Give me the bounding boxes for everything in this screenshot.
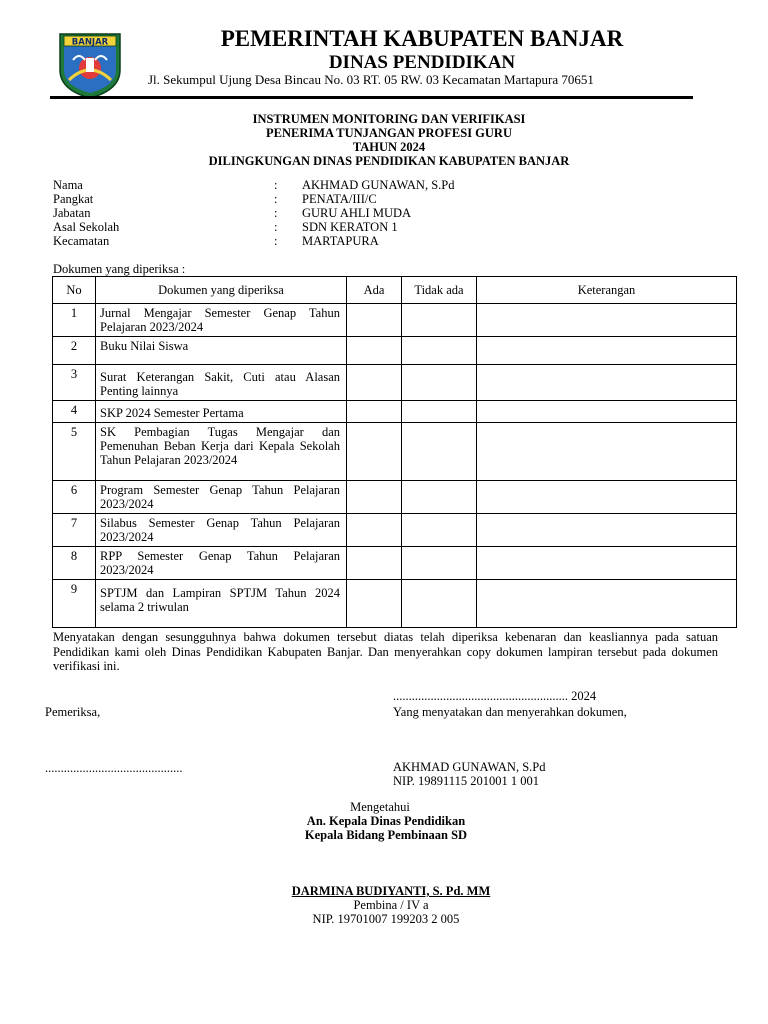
declarer-name: AKHMAD GUNAWAN, S.Pd bbox=[393, 760, 546, 774]
table-header-row bbox=[53, 277, 737, 304]
known-label: Mengetahui bbox=[350, 800, 410, 814]
row-tidak-ada-cell[interactable] bbox=[402, 580, 477, 628]
row-keterangan-cell[interactable] bbox=[477, 304, 737, 337]
row-document: Buku Nilai Siswa bbox=[96, 337, 347, 365]
form-title-line-2: PENERIMA TUNJANGAN PROFESI GURU bbox=[266, 126, 512, 140]
header-no: No bbox=[53, 277, 96, 304]
row-keterangan-cell[interactable] bbox=[477, 514, 737, 547]
row-keterangan-cell[interactable] bbox=[477, 401, 737, 423]
table-row bbox=[53, 401, 737, 423]
table-row bbox=[53, 580, 737, 628]
declaration-statement: Menyatakan dengan sesungguhnya bahwa dokumen tersebut diatas telah diperiksa kebenaran dan keasliannya pada satuan Pendidikan kami oleh Dinas Pendidikan Kabupaten Banjar. Dan menyerahkan copy dokumen lampiran tersebut pada dokumen verifikasi ini. bbox=[53, 630, 718, 673]
approver-position: Kepala Bidang Pembinaan SD bbox=[304, 828, 468, 842]
row-document: SK Pembagian Tugas Mengajar dan Pemenuhan Beban Kerja dari Kepala Sekolah Tahun Pelajaran 2023/2024 bbox=[96, 423, 347, 481]
row-number: 2 bbox=[53, 337, 96, 365]
form-title-line-4: DILINGKUNGAN DINAS PENDIDIKAN KABUPATEN BANJAR bbox=[208, 154, 570, 168]
form-title-line-3: TAHUN 2024 bbox=[352, 140, 426, 154]
row-tidak-ada-cell[interactable] bbox=[402, 337, 477, 365]
header-keterangan: Keterangan bbox=[477, 277, 737, 304]
row-tidak-ada-cell[interactable] bbox=[402, 365, 477, 401]
documents-label: Dokumen yang diperiksa : bbox=[53, 262, 186, 276]
row-ada-cell[interactable] bbox=[347, 304, 402, 337]
row-ada-cell[interactable] bbox=[347, 481, 402, 514]
row-number: 3 bbox=[53, 365, 96, 401]
table-row bbox=[53, 365, 737, 401]
row-ada-cell[interactable] bbox=[347, 401, 402, 423]
letterhead-divider bbox=[50, 96, 693, 99]
row-document: Jurnal Mengajar Semester Genap Tahun Pelajaran 2023/2024 bbox=[96, 304, 347, 337]
row-keterangan-cell[interactable] bbox=[477, 337, 737, 365]
row-number: 6 bbox=[53, 481, 96, 514]
table-row bbox=[53, 547, 737, 580]
government-name: PEMERINTAH KABUPATEN BANJAR bbox=[220, 26, 624, 51]
row-ada-cell[interactable] bbox=[347, 337, 402, 365]
row-document: RPP Semester Genap Tahun Pelajaran 2023/2024 bbox=[96, 547, 347, 580]
agency-name: DINAS PENDIDIKAN bbox=[328, 52, 516, 73]
row-keterangan-cell[interactable] bbox=[477, 481, 737, 514]
row-tidak-ada-cell[interactable] bbox=[402, 401, 477, 423]
table-row bbox=[53, 423, 737, 481]
agency-address: Jl. Sekumpul Ujung Desa Bincau No. 03 RT. 05 RW. 03 Kecamatan Martapura 70651 bbox=[148, 72, 594, 87]
row-document: SKP 2024 Semester Pertama bbox=[96, 401, 347, 423]
header-tidak-ada: Tidak ada bbox=[402, 277, 477, 304]
row-document: SPTJM dan Lampiran SPTJM Tahun 2024 selama 2 triwulan bbox=[96, 580, 347, 628]
row-document: Surat Keterangan Sakit, Cuti atau Alasan Penting lainnya bbox=[96, 365, 347, 401]
approver-name: DARMINA BUDIYANTI, S. Pd. MM bbox=[291, 884, 491, 898]
row-number: 7 bbox=[53, 514, 96, 547]
approver-nip: NIP. 19701007 199203 2 005 bbox=[312, 912, 460, 926]
row-ada-cell[interactable] bbox=[347, 547, 402, 580]
row-tidak-ada-cell[interactable] bbox=[402, 514, 477, 547]
row-keterangan-cell[interactable] bbox=[477, 365, 737, 401]
row-keterangan-cell[interactable] bbox=[477, 580, 737, 628]
form-title-line-1: INSTRUMEN MONITORING DAN VERIFIKASI bbox=[252, 112, 526, 126]
table-row bbox=[53, 481, 737, 514]
row-tidak-ada-cell[interactable] bbox=[402, 423, 477, 481]
row-ada-cell[interactable] bbox=[347, 365, 402, 401]
svg-text:BANJAR: BANJAR bbox=[71, 37, 109, 48]
declarer-label: Yang menyatakan dan menyerahkan dokumen, bbox=[393, 705, 627, 719]
table-row bbox=[53, 304, 737, 337]
declarer-nip: NIP. 19891115 201001 1 001 bbox=[393, 774, 539, 788]
row-keterangan-cell[interactable] bbox=[477, 423, 737, 481]
documents-table bbox=[52, 276, 737, 628]
examiner-label: Pemeriksa, bbox=[45, 705, 101, 719]
row-keterangan-cell[interactable] bbox=[477, 547, 737, 580]
header-ada: Ada bbox=[347, 277, 402, 304]
table-row bbox=[53, 337, 737, 365]
row-ada-cell[interactable] bbox=[347, 514, 402, 547]
on-behalf-label: An. Kepala Dinas Pendidikan bbox=[306, 814, 466, 828]
row-number: 8 bbox=[53, 547, 96, 580]
row-tidak-ada-cell[interactable] bbox=[402, 481, 477, 514]
row-tidak-ada-cell[interactable] bbox=[402, 304, 477, 337]
row-ada-cell[interactable] bbox=[347, 580, 402, 628]
row-tidak-ada-cell[interactable] bbox=[402, 547, 477, 580]
date-line: ........................................................ 2024 bbox=[393, 689, 597, 703]
row-number: 5 bbox=[53, 423, 96, 481]
row-number: 9 bbox=[53, 580, 96, 628]
row-document: Program Semester Genap Tahun Pelajaran 2023/2024 bbox=[96, 481, 347, 514]
row-ada-cell[interactable] bbox=[347, 423, 402, 481]
row-number: 4 bbox=[53, 401, 96, 423]
examiner-signature-line: ............................................ bbox=[45, 761, 183, 775]
header-document: Dokumen yang diperiksa bbox=[96, 277, 347, 304]
approver-rank: Pembina / IV a bbox=[353, 898, 429, 912]
table-row bbox=[53, 514, 737, 547]
row-document: Silabus Semester Genap Tahun Pelajaran 2023/2024 bbox=[96, 514, 347, 547]
row-number: 1 bbox=[53, 304, 96, 337]
